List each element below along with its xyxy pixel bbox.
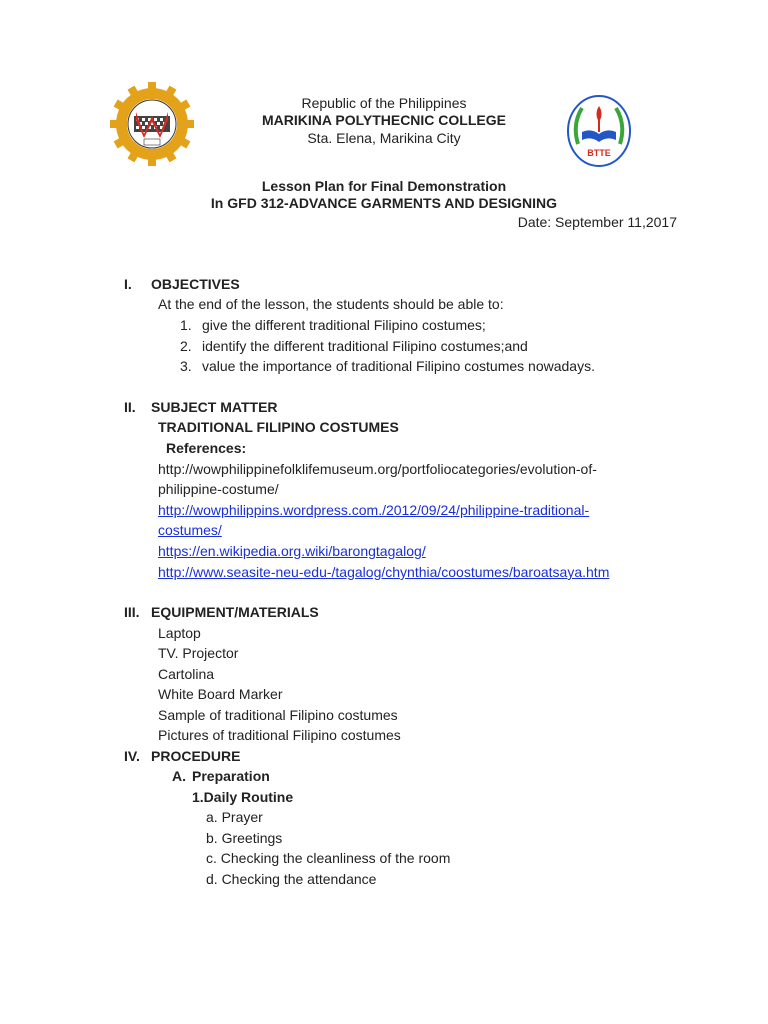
reference-2-link-line-1[interactable]: http://wowphilippins.wordpress.com./2012/09/24/philippine-traditional- [158, 502, 590, 518]
routine-item: a. Prayer [206, 809, 263, 825]
preparation-heading: Preparation [192, 768, 270, 784]
equipment-item: Pictures of traditional Filipino costumes [158, 727, 401, 743]
objective-text-2: identify the different traditional Filipino costumes;and [202, 338, 528, 354]
svg-text:BTTE: BTTE [587, 148, 611, 158]
objectives-numeral: I. [124, 276, 132, 292]
equipment-numeral: III. [124, 604, 140, 620]
objective-text-3: value the importance of traditional Filipino costumes nowadays. [202, 358, 595, 374]
republic-line: Republic of the Philippines [301, 95, 467, 111]
objectives-heading: OBJECTIVES [151, 276, 240, 292]
college-name: MARIKINA POLYTHECNIC COLLEGE [262, 112, 506, 128]
equipment-item: Sample of traditional Filipino costumes [158, 707, 398, 723]
routine-item: d. Checking the attendance [206, 871, 377, 887]
lesson-date: Date: September 11,2017 [517, 214, 677, 230]
preparation-letter: A. [172, 768, 186, 784]
procedure-numeral: IV. [124, 748, 140, 764]
objective-num-3: 3. [180, 358, 192, 374]
course-title: In GFD 312-ADVANCE GARMENTS AND DESIGNING [210, 195, 558, 211]
objective-num-1: 1. [180, 317, 192, 333]
equipment-item: Cartolina [158, 666, 215, 682]
reference-2-link-line-2[interactable]: costumes/ [158, 522, 222, 538]
reference-1-line-2: philippine-costume/ [158, 481, 279, 497]
references-label: References: [166, 440, 247, 456]
subject-topic: TRADITIONAL FILIPINO COSTUMES [158, 419, 399, 435]
equipment-item: TV. Projector [158, 645, 239, 661]
equipment-item: White Board Marker [158, 686, 283, 702]
equipment-heading: EQUIPMENT/MATERIALS [151, 604, 319, 620]
college-address: Sta. Elena, Marikina City [307, 130, 461, 146]
subject-heading: SUBJECT MATTER [151, 399, 278, 415]
daily-routine-heading: 1.Daily Routine [192, 789, 294, 805]
routine-item: c. Checking the cleanliness of the room [206, 850, 451, 866]
objectives-intro: At the end of the lesson, the students should be able to: [158, 296, 504, 312]
objective-num-2: 2. [180, 338, 192, 354]
objective-text-1: give the different traditional Filipino costumes; [202, 317, 486, 333]
procedure-heading: PROCEDURE [151, 748, 241, 764]
reference-1-line-1: http://wowphilippinefolklifemuseum.org/portfoliocategories/evolution-of- [158, 461, 597, 477]
subject-numeral: II. [124, 399, 136, 415]
routine-item: b. Greetings [206, 830, 283, 846]
lesson-plan-title: Lesson Plan for Final Demonstration [261, 178, 507, 194]
reference-4-link[interactable]: http://www.seasite-neu-edu-/tagalog/chynthia/coostumes/baroatsaya.htm [158, 564, 610, 580]
reference-3-link[interactable]: https://en.wikipedia.org.wiki/barongtagalog/ [158, 543, 426, 559]
equipment-item: Laptop [158, 625, 201, 641]
